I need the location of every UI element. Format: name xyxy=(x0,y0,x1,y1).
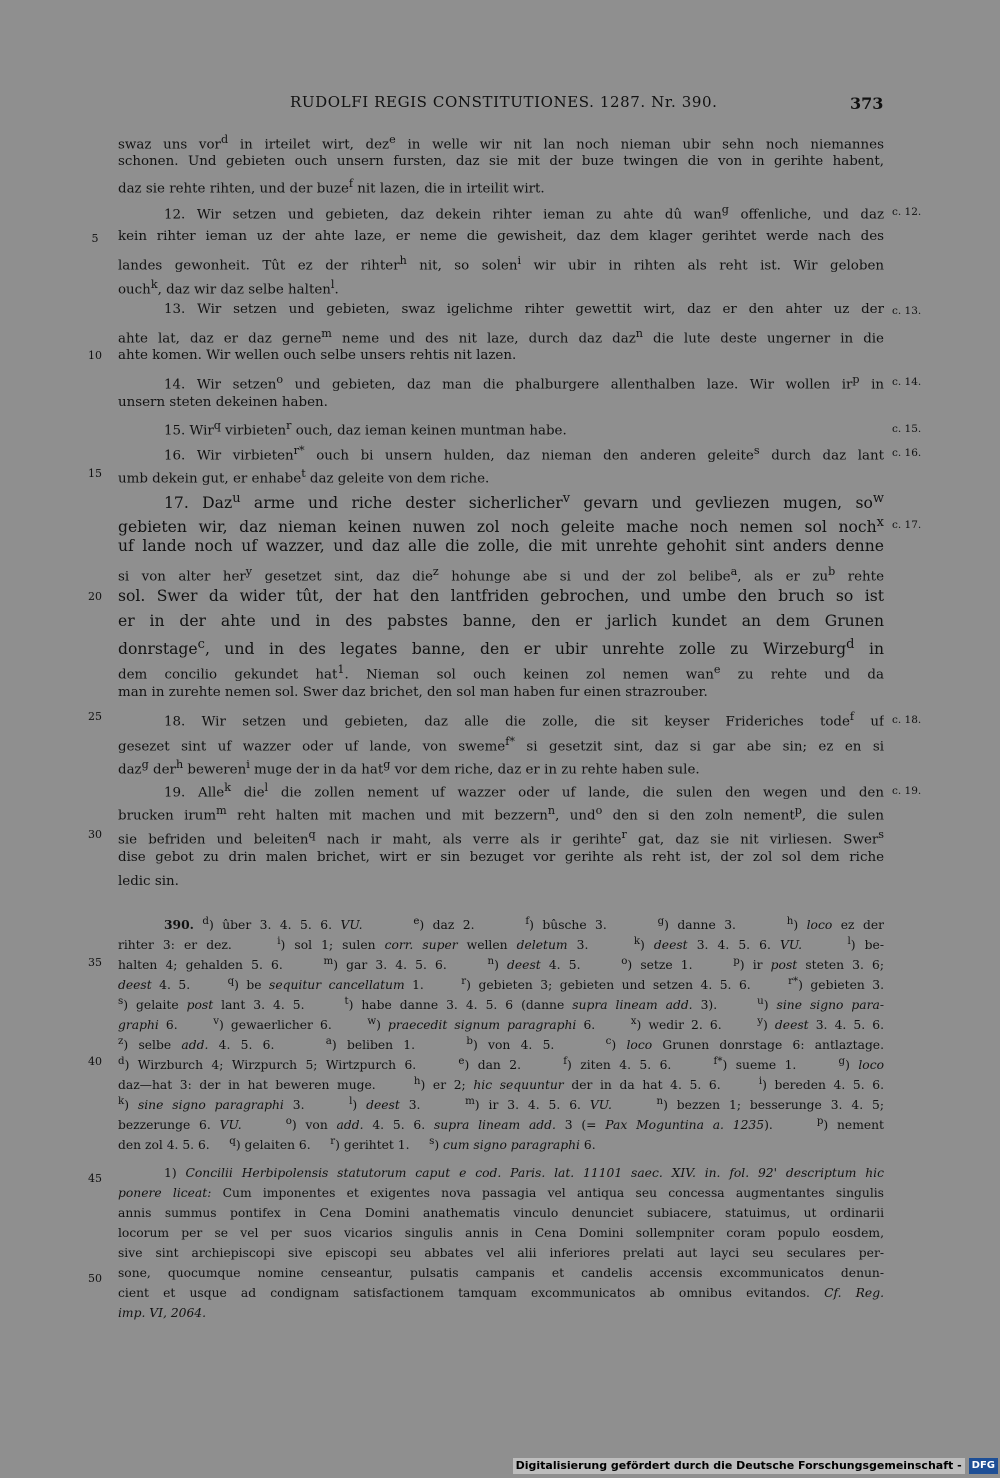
footnote-line: 1) Concilii Herbipolensis statutorum caput e cod. Paris. lat. 11101 saec. XIV. in. fol. 92' descriptum hic xyxy=(164,1166,884,1180)
text-line: 17. Daz$^u$ arme und riche dester sicherlicher$^v$ gevarn und gevliezen mugen, $so^w$ xyxy=(164,491,884,513)
text-line: daz$^g$ der$^h$ beweren$^i$ muge der in da hat$^g$ vor dem riche, daz er in zu rehte haben sule. xyxy=(118,758,700,778)
apparatus-line: $^d$) Wirzburch 4; Wirzpurch 5; Wirtzpurch 6. $^e$) dan 2. $^f$) ziten 4. 5. 6. $^{f*}$) sueme 1. $^g$) loco xyxy=(118,1055,884,1073)
footnote-line: annis summus pontifex in Cena Domini anathematis vinculo denunciet subiacere, statuimus, ut ordinarii xyxy=(118,1206,884,1220)
line-number: 45 xyxy=(88,1172,102,1185)
margin-note: c. 19. xyxy=(892,785,922,797)
dfg-logo: DFG xyxy=(969,1458,998,1474)
apparatus-line: graphi 6. $^v$) gewaerlicher 6. $^w$) praecedit signum paragraphi 6. $^x$) wedir 2. 6. $^y$) deest 3. 4. 5. 6. xyxy=(118,1015,884,1033)
page-number: 373 xyxy=(850,94,884,113)
line-number: 5 xyxy=(91,232,99,245)
text-line: dem concilio gekundet hat$^1$. Nieman sol ouch keinen zol nemen wan$^e$ zu rehte und da xyxy=(118,663,884,683)
apparatus-line: rihter 3: er dez. $^i$) sol 1; sulen corr. super wellen deletum 3. $^k$) deest 3. 4. 5. 6. VU. $^l$) be- xyxy=(118,935,884,953)
margin-note: c. 13. xyxy=(892,305,922,317)
text-line: 13. Wir setzen und gebieten, swaz igelichme rihter gewettit wirt, daz er den ahter uz der xyxy=(164,302,884,317)
text-line: 19. Alle$^k$ die$^l$ die zollen nement uf wazzer oder uf lande, die sulen den wegen und den xyxy=(164,781,884,801)
footnote-line: imp. VI, 2064. xyxy=(118,1306,207,1320)
apparatus-line: deest 4. 5. $^q$) be sequitur cancellatum 1. $^r$) gebieten 3; gebieten und setzen 4. 5. 6. $^{r*}$) gebieten 3. xyxy=(118,975,884,993)
apparatus-line: halten 4; gehalden 5. 6. $^m$) gar 3. 4. 5. 6. $^n$) deest 4. 5. $^o$) setze 1. $^p$) ir post steten 3. 6; xyxy=(118,955,884,973)
apparatus-line: daz—hat 3: der in hat beweren muge. $^h$) er 2; hic sequuntur der in da hat 4. 5. 6. $^i$) bereden 4. 5. 6. xyxy=(118,1075,884,1093)
text-line: donrstage$^c$, und in des legates banne, den er ubir unrehte zolle zu Wirzeburg$^d$ in xyxy=(118,637,884,659)
text-line: ahte komen. Wir wellen ouch selbe unsers rehtis nit lazen. xyxy=(118,348,517,363)
text-line: 18. Wir setzen und gebieten, daz alle die zolle, die sit keyser Frideriches tode$^f$ uf xyxy=(164,710,884,730)
text-line: gesezet sint uf wazzer oder uf lande, von sweme$^{f*}$ si gesetzit sint, daz si gar abe sin; ez en si xyxy=(118,735,884,755)
margin-note: c. 15. xyxy=(892,423,922,435)
line-number: 40 xyxy=(88,1055,102,1068)
footnote-line: sone, quocumque nomine censeantur, pulsatis campanis et candelis accensis excommunicatos denun- xyxy=(118,1266,884,1280)
line-number: 20 xyxy=(88,590,102,603)
text-line: 15. Wir$^q$ virbieten$^r$ ouch, daz ieman keinen muntman habe. xyxy=(164,419,567,439)
funding-footer xyxy=(513,1458,998,1474)
text-line: ahte lat, daz er daz gerne$^m$ neme und des nit laze, durch daz daz$^n$ die lute deste ungerner in die xyxy=(118,327,884,347)
apparatus-line: bezzerunge 6. VU. $^o$) von add. 4. 5. 6. supra lineam add. 3 (= Pax Moguntina a. 1235). $^p$) nement xyxy=(118,1115,884,1133)
text-line: si von alter her$^y$ gesetzet sint, daz die$^z$ hohunge abe si und der zol belibe$^a$, als er $zu^b$ rehte xyxy=(118,565,884,585)
text-line: landes gewonheit. Tût ez der rihter$^h$ nit, so solen$^i$ wir ubir in rihten als reht ist. Wir geloben xyxy=(118,254,884,274)
line-number: 50 xyxy=(88,1272,102,1285)
margin-note: c. 18. xyxy=(892,714,922,726)
text-line: 12. Wir setzen und gebieten, daz dekein rihter ieman zu ahte dû wan$^g$ offenliche, und daz xyxy=(164,203,884,223)
text-line: kein rihter ieman uz der ahte laze, er neme die gewisheit, daz dem klager gerihtet werde nach des xyxy=(118,229,884,244)
text-line: umb dekein gut, er enhabe$^t$ daz geleite von dem riche. xyxy=(118,467,490,487)
text-line: swaz uns vor$^d$ in irteilet wirt, dez$^e$ in welle wir nit lan noch nieman ubir sehn noch niemannes xyxy=(118,133,884,153)
text-line: ledic sin. xyxy=(118,874,179,889)
footnote-line: sive sint archiepiscopi sive episcopi seu abbates vel alii inferiores prelati aut layci seu seculares per- xyxy=(118,1246,884,1260)
line-number: 10 xyxy=(88,349,102,362)
footnote-line: cient et usque ad condignam satisfactionem tamquam excommunicatos ab omnibus evitandos. Cf. Reg. xyxy=(118,1286,884,1300)
text-line: sie befriden und beleiten$^q$ nach ir maht, als verre als ir gerihte$^r$ gat, daz sie nit virliesen. Swer$^s$ xyxy=(118,828,884,848)
margin-note: c. 16. xyxy=(892,447,922,459)
apparatus-line: $^s$) gelaite post lant 3. 4. 5. $^t$) habe danne 3. 4. 5. 6 (danne supra lineam add. 3). $^u$) sine signo para- xyxy=(118,995,884,1013)
text-line: 14. Wir setzen$^o$ und gebieten, daz man die phalburgere allenthalben laze. Wir wollen $ir^p$ in xyxy=(164,373,884,393)
footer-text: Digitalisierung gefördert durch die Deutsche Forschungsgemeinschaft - xyxy=(513,1458,965,1474)
text-line: unsern steten dekeinen haben. xyxy=(118,395,328,410)
text-line: dise gebot zu drin malen brichet, wirt er sin bezuget vor gerihte als reht ist, der zol sol dem riche xyxy=(118,850,884,865)
text-line: brucken irum$^m$ reht halten mit machen und mit bezzern$^n$, und$^o$ den si den zoln nement$^p$, die sulen xyxy=(118,804,884,824)
apparatus-line: $^z$) selbe add. 4. 5. 6. $^a$) beliben 1. $^b$) von 4. 5. $^c$) loco Grunen donrstage 6: antlaztage. xyxy=(118,1035,884,1053)
footnote-line: ponere liceat: Cum imponentes et exigentes nova passagia vel antiqua seu concessa augmentantes singulis xyxy=(118,1186,884,1200)
margin-note: c. 17. xyxy=(892,519,922,531)
text-line: sol. Swer da wider tût, der hat den lantfriden gebrochen, und umbe den bruch so ist xyxy=(118,587,884,605)
apparatus-line: den zol 4. 5. 6. $^q$) gelaiten 6. $^r$) gerihtet 1. $^s$) cum signo paragraphi 6. xyxy=(118,1135,596,1153)
text-line: daz sie rehte rihten, und der buze$^f$ nit lazen, die in irteilit wirt. xyxy=(118,177,545,197)
running-header: RUDOLFI REGIS CONSTITUTIONES. 1287. Nr. 390. xyxy=(290,93,718,111)
text-line: ouch$^k$, daz wir daz selbe halten$^l$. xyxy=(118,278,339,298)
line-number: 15 xyxy=(88,467,102,480)
text-line: 16. Wir virbieten$^{r*}$ ouch bi unsern hulden, daz nieman den anderen geleite$^s$ durch daz lant xyxy=(164,444,884,464)
text-line: man in zurehte nemen sol. Swer daz brichet, den sol man haben fur einen strazrouber. xyxy=(118,685,708,700)
line-number: 30 xyxy=(88,828,102,841)
margin-note: c. 14. xyxy=(892,376,922,388)
line-number: 35 xyxy=(88,956,102,969)
footnote-line: locorum per se vel per suos vicarios singulis annis in Cena Domini sollempniter coram populo eosdem, xyxy=(118,1226,884,1240)
line-number: 25 xyxy=(88,710,102,723)
apparatus-line: $^k$) sine signo paragraphi 3. $^l$) deest 3. $^m$) ir 3. 4. 5. 6. VU. $^n$) bezzen 1; besserunge 3. 4. 5; xyxy=(118,1095,884,1113)
margin-note: c. 12. xyxy=(892,206,922,218)
text-line: gebieten wir, daz nieman keinen nuwen zol noch geleite mache noch nemen sol noch$^x$ xyxy=(118,515,884,537)
text-line: schonen. Und gebieten ouch unsern fursten, daz sie mit der buze twingen die von in gerihte habent, xyxy=(118,154,884,169)
apparatus-line: 390. $^d$) ûber 3. 4. 5. 6. VU. $^e$) daz 2. $^f$) bûsche 3. $^g$) danne 3. $^h$) loco ez der xyxy=(164,915,884,933)
text-line: uf lande noch uf wazzer, und daz alle die zolle, die mit unrehte gehohit sint anders denne xyxy=(118,537,884,555)
text-line: er in der ahte und in des pabstes banne, den er jarlich kundet an dem Grunen xyxy=(118,612,884,630)
